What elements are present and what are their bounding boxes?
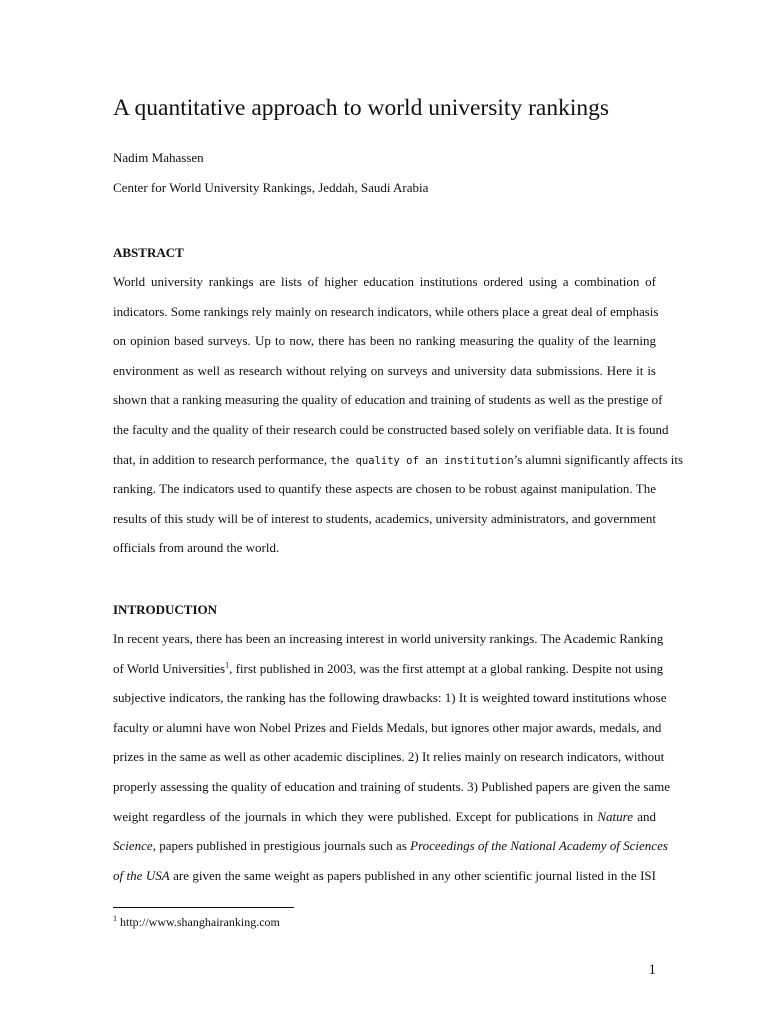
- introduction-body: [113, 624, 671, 890]
- abstract-line: officials from around the world.: [113, 540, 280, 556]
- introduction-line: properly assessing the quality of education and training of students. 3) Published papers are given the same: [113, 778, 671, 794]
- abstract-text: that, in addition to research performance,: [113, 451, 331, 467]
- footnote-url: http://www.shanghairanking.com: [117, 915, 280, 929]
- introduction-line: [113, 654, 664, 684]
- footnote-reference: 1: [225, 660, 230, 670]
- journal-name: of the USA: [113, 867, 170, 883]
- page-number: 1: [648, 962, 656, 978]
- abstract-heading: ABSTRACT: [113, 245, 184, 260]
- introduction-line: In recent years, there has been an increasing interest in world university rankings. The Academic Ranking: [113, 631, 664, 646]
- abstract-line: the faculty and the quality of their research could be constructed based solely on verifiable data. It is found: [113, 421, 669, 437]
- abstract-line: World university rankings are lists of higher education institutions ordered using a combination of: [113, 274, 656, 289]
- introduction-line: faculty or alumni have won Nobel Prizes and Fields Medals, but ignores other major awards, medals, and: [113, 719, 662, 735]
- abstract-line: [113, 445, 684, 475]
- footnote-marker: 1: [113, 914, 117, 923]
- introduction-line: prizes in the same as well as other academic disciplines. 2) It relies mainly on research indicators, without: [113, 749, 665, 765]
- footnote: [113, 912, 280, 932]
- journal-name: Proceedings of the National Academy of Sciences: [410, 838, 668, 854]
- abstract-line: shown that a ranking measuring the quality of education and training of students as well as the prestige of: [113, 392, 663, 408]
- journal-name: Nature: [597, 808, 633, 824]
- introduction-line: subjective indicators, the ranking has the following drawbacks: 1) It is weighted toward institutions whose: [113, 690, 667, 706]
- abstract-body: [113, 267, 684, 563]
- abstract-line: indicators. Some rankings rely mainly on research indicators, while others place a great deal of emphasis: [113, 303, 659, 319]
- abstract-text: the quality of an institution: [330, 454, 514, 467]
- introduction-line: [113, 861, 656, 891]
- footnote-divider: [113, 907, 294, 908]
- abstract-text: ’s alumni significantly affects its: [513, 451, 684, 467]
- journal-name: Science: [113, 838, 153, 854]
- introduction-text: and: [632, 808, 656, 824]
- introduction-line: [113, 831, 668, 861]
- paper-title: A quantitative approach to world university rankings: [113, 95, 610, 121]
- introduction-text: of World Universities: [113, 660, 226, 676]
- introduction-text: , first published in 2003, was the first attempt at a global ranking. Despite not using: [229, 660, 664, 676]
- introduction-text: are given the same weight as papers published in any other scientific journal listed in the ISI: [169, 867, 656, 883]
- introduction-line: [113, 802, 656, 832]
- abstract-line: ranking. The indicators used to quantify these aspects are chosen to be robust against manipulation. The: [113, 481, 656, 497]
- author-affiliation: Center for World University Rankings, Jeddah, Saudi Arabia: [113, 180, 429, 195]
- abstract-line: results of this study will be of interest to students, academics, university administrators, and government: [113, 510, 656, 526]
- introduction-heading: INTRODUCTION: [113, 602, 218, 617]
- abstract-line: environment as well as research without relying on surveys and university data submissions. Here it is: [113, 362, 656, 378]
- author-name: Nadim Mahassen: [113, 150, 204, 165]
- abstract-line: on opinion based surveys. Up to now, there has been no ranking measuring the quality of the learning: [113, 333, 656, 349]
- introduction-text: , papers published in prestigious journals such as: [152, 838, 411, 854]
- introduction-text: weight regardless of the journals in which they were published. Except for publications in: [113, 808, 598, 824]
